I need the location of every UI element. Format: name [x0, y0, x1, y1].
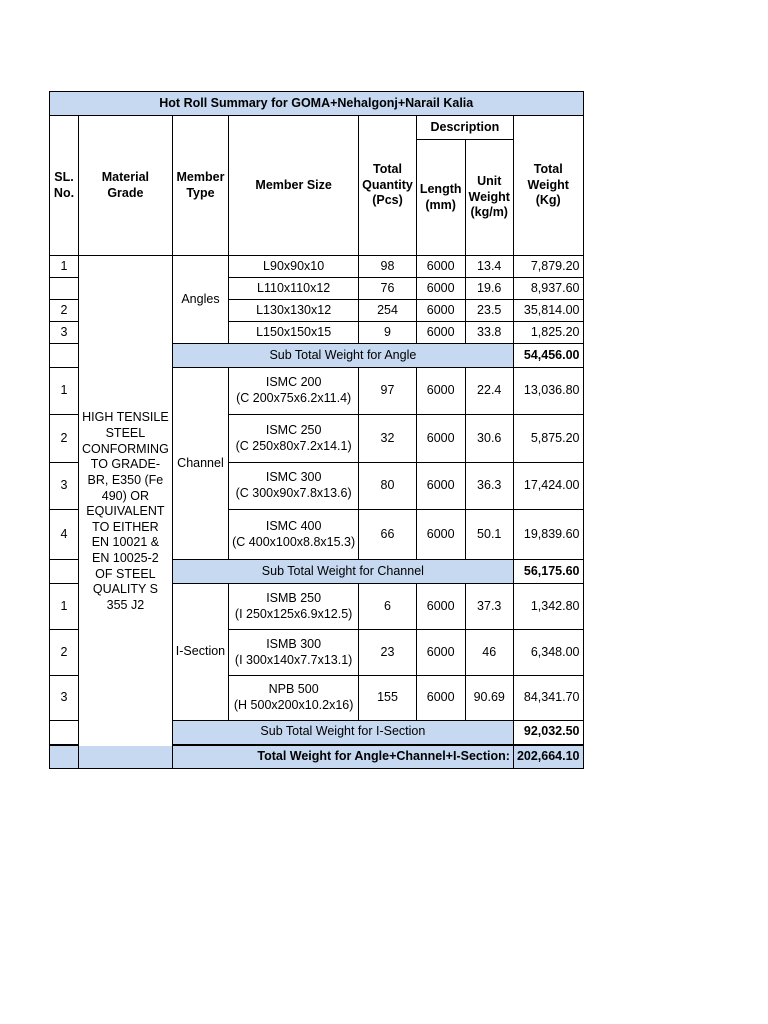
total-weight-cell: 7,879.20: [513, 256, 583, 278]
total-weight-cell: 84,341.70: [513, 676, 583, 721]
member-size-cell: [229, 463, 359, 510]
member-size-name: ISMB 300: [266, 636, 322, 651]
unit-weight-cell: 22.4: [465, 368, 513, 415]
member-size-name: ISMC 300: [265, 470, 322, 485]
total-weight-cell: 8,937.60: [513, 278, 583, 300]
quantity-cell: 97: [359, 368, 417, 415]
member-size-name: NPB 500: [268, 682, 319, 697]
member-size-cell: [229, 368, 359, 415]
grand-total-value: 202,664.10: [513, 745, 583, 769]
sl-cell: 4: [50, 510, 79, 560]
member-size-dims: (I 250x125x6.9x12.5): [234, 606, 353, 621]
sl-cell: [50, 278, 79, 300]
member-type-channel: Channel: [172, 368, 228, 560]
total-weight-cell: 13,036.80: [513, 368, 583, 415]
length-cell: 6000: [416, 415, 465, 463]
member-size-cell: [229, 630, 359, 676]
quantity-cell: 6: [359, 584, 417, 630]
sl-cell: 1: [50, 368, 79, 415]
sl-cell: 3: [50, 463, 79, 510]
quantity-cell: 66: [359, 510, 417, 560]
hot-roll-summary-table: [49, 91, 584, 769]
unit-weight-cell: 46: [465, 630, 513, 676]
quantity-cell: 98: [359, 256, 417, 278]
sl-cell: 1: [50, 584, 79, 630]
table-title: Hot Roll Summary for GOMA+Nehalgonj+Narail Kalia: [50, 92, 584, 116]
sl-cell: 3: [50, 676, 79, 721]
total-weight-cell: 35,814.00: [513, 300, 583, 322]
member-size-dims: (C 250x80x7.2x14.1): [235, 438, 352, 453]
member-size-dims: (H 500x200x10.2x16): [233, 698, 354, 712]
unit-weight-cell: 37.3: [465, 584, 513, 630]
unit-weight-cell: 13.4: [465, 256, 513, 278]
header-description: Description: [416, 116, 513, 140]
subtotal-label-channel: Sub Total Weight for Channel: [172, 560, 513, 584]
member-size-cell: [229, 584, 359, 630]
sl-cell-empty: [50, 721, 79, 745]
member-size-name: ISMB 250: [266, 590, 322, 605]
length-cell: 6000: [416, 584, 465, 630]
member-size-cell: L130x130x12: [229, 300, 359, 322]
unit-weight-cell: 23.5: [465, 300, 513, 322]
header-member-type: Member Type: [172, 116, 228, 256]
total-weight-cell: 1,342.80: [513, 584, 583, 630]
sl-cell-empty: [50, 344, 79, 368]
member-size-name: ISMC 400: [265, 518, 322, 533]
subtotal-label-isection: Sub Total Weight for I-Section: [172, 721, 513, 745]
sl-cell: 1: [50, 256, 79, 278]
member-size-cell: [229, 510, 359, 560]
unit-weight-cell: 33.8: [465, 322, 513, 344]
quantity-cell: 23: [359, 630, 417, 676]
total-weight-cell: 5,875.20: [513, 415, 583, 463]
member-size-dims: (C 300x90x7.8x13.6): [235, 486, 352, 500]
total-weight-cell: 1,825.20: [513, 322, 583, 344]
header-member-size: Member Size: [229, 116, 359, 256]
unit-weight-cell: 90.69: [465, 676, 513, 721]
header-length: Length (mm): [416, 140, 465, 256]
grand-total-label: Total Weight for Angle+Channel+I-Section:: [50, 745, 514, 769]
member-size-name: ISMC 200: [265, 375, 322, 390]
length-cell: 6000: [416, 256, 465, 278]
grand-total-row: [50, 745, 584, 769]
unit-weight-cell: 30.6: [465, 415, 513, 463]
length-cell: 6000: [416, 630, 465, 676]
member-size-cell: L90x90x10: [229, 256, 359, 278]
quantity-cell: 32: [359, 415, 417, 463]
header-unit-weight: Unit Weight (kg/m): [465, 140, 513, 256]
header-total-quantity: Total Quantity (Pcs): [359, 116, 417, 256]
member-type-isection: I-Section: [172, 584, 228, 721]
sl-cell-empty: [50, 560, 79, 584]
sl-cell: 2: [50, 415, 79, 463]
length-cell: 6000: [416, 300, 465, 322]
total-weight-cell: 6,348.00: [513, 630, 583, 676]
header-sl-no: SL. No.: [50, 116, 79, 256]
quantity-cell: 9: [359, 322, 417, 344]
member-size-cell: L110x110x12: [229, 278, 359, 300]
member-size-dims: (C 200x75x6.2x11.4): [236, 391, 352, 405]
subtotal-label-angle: Sub Total Weight for Angle: [172, 344, 513, 368]
table-row: [50, 256, 584, 278]
sl-cell: 2: [50, 630, 79, 676]
quantity-cell: 76: [359, 278, 417, 300]
member-size-dims: (C 400x100x8.8x15.3): [232, 534, 356, 549]
material-grade-cell: HIGH TENSILE STEEL CONFORMING TO GRADE-BR, E350 (Fe 490) OR EQUIVALENT TO EITHER EN 10021 & EN 10025-2 OF STEEL QUALITY S 355 J2: [79, 256, 173, 769]
subtotal-value-channel: 56,175.60: [513, 560, 583, 584]
subtotal-value-angle: 54,456.00: [513, 344, 583, 368]
length-cell: 6000: [416, 676, 465, 721]
quantity-cell: 80: [359, 463, 417, 510]
member-size-dims: (I 300x140x7.7x13.1): [234, 652, 353, 667]
subtotal-value-isection: 92,032.50: [513, 721, 583, 745]
member-size-cell: [229, 676, 359, 721]
length-cell: 6000: [416, 510, 465, 560]
member-size-name: ISMC 250: [265, 422, 322, 437]
total-weight-cell: 19,839.60: [513, 510, 583, 560]
unit-weight-cell: 36.3: [465, 463, 513, 510]
length-cell: 6000: [416, 463, 465, 510]
header-total-weight: Total Weight (Kg): [513, 116, 583, 256]
length-cell: 6000: [416, 322, 465, 344]
unit-weight-cell: 50.1: [465, 510, 513, 560]
quantity-cell: 254: [359, 300, 417, 322]
member-size-cell: [229, 415, 359, 463]
header-material-grade: Material Grade: [79, 116, 173, 256]
total-weight-cell: 17,424.00: [513, 463, 583, 510]
sl-cell: 2: [50, 300, 79, 322]
member-size-cell: L150x150x15: [229, 322, 359, 344]
sl-cell: 3: [50, 322, 79, 344]
unit-weight-cell: 19.6: [465, 278, 513, 300]
length-cell: 6000: [416, 278, 465, 300]
quantity-cell: 155: [359, 676, 417, 721]
member-type-angles: Angles: [172, 256, 228, 344]
length-cell: 6000: [416, 368, 465, 415]
